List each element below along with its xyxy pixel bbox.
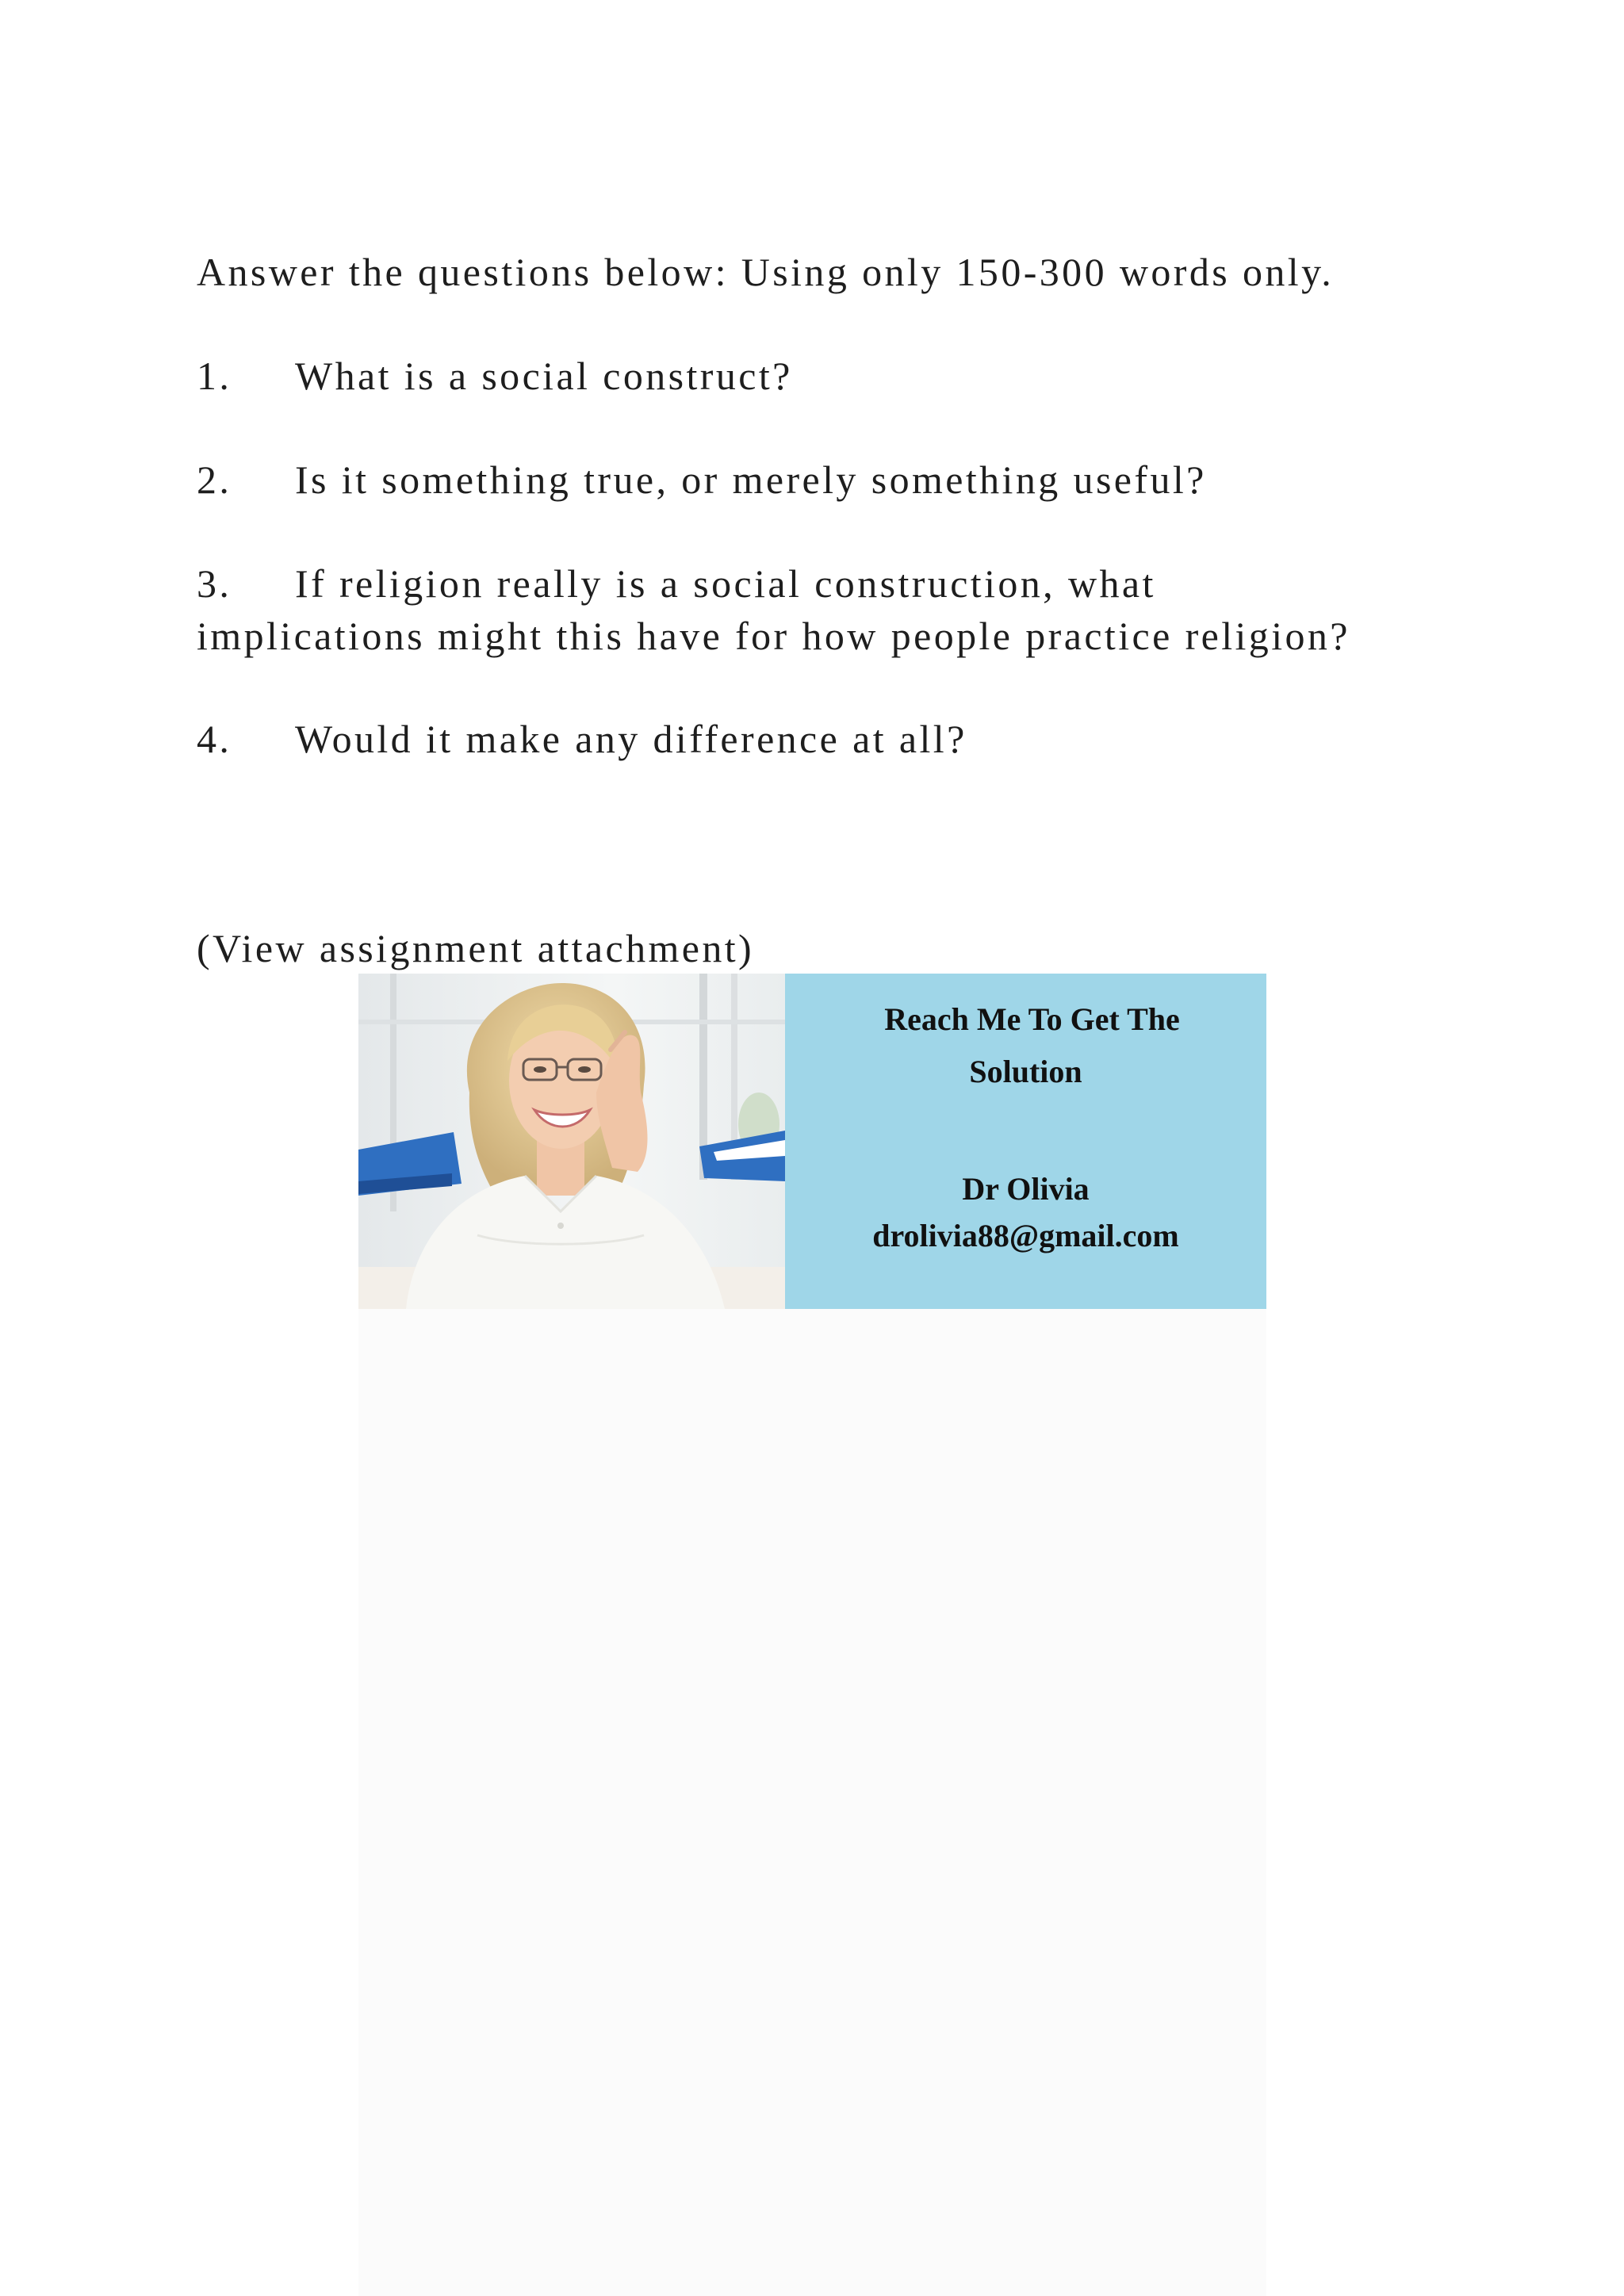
tutor-name: Dr Olivia	[962, 1171, 1090, 1207]
ad-background-shade	[358, 1307, 1266, 2296]
tutor-photo-illustration	[358, 974, 785, 1309]
tutor-email[interactable]: drolivia88@gmail.com	[872, 1218, 1179, 1253]
ad-headline-continued: Solution	[969, 1054, 1082, 1089]
tutor-photo	[358, 974, 785, 1309]
view-attachment-link[interactable]: (View assignment attachment)	[197, 926, 755, 970]
question-3-continuation: implications might this have for how people practice religion?	[197, 614, 1350, 658]
question-number: 1.	[197, 354, 232, 398]
ad-headline: Reach Me To Get The	[884, 1001, 1180, 1037]
question-number: 2.	[197, 457, 232, 502]
question-text: If religion really is a social construction, what	[295, 561, 1156, 606]
contact-ad-banner[interactable]	[358, 974, 1266, 1309]
question-number: 4.	[197, 717, 232, 761]
question-1	[197, 350, 1434, 402]
question-text: Is it something true, or merely something useful?	[295, 457, 1207, 502]
assignment-instructions: Answer the questions below: Using only 150-300 words only.	[197, 250, 1335, 294]
question-text: Would it make any difference at all?	[295, 717, 967, 761]
question-number: 3.	[197, 561, 232, 606]
question-2	[197, 453, 1434, 506]
question-3	[197, 557, 1434, 610]
contact-info-panel	[785, 974, 1266, 1309]
question-4	[197, 713, 1434, 765]
question-text: What is a social construct?	[295, 354, 793, 398]
